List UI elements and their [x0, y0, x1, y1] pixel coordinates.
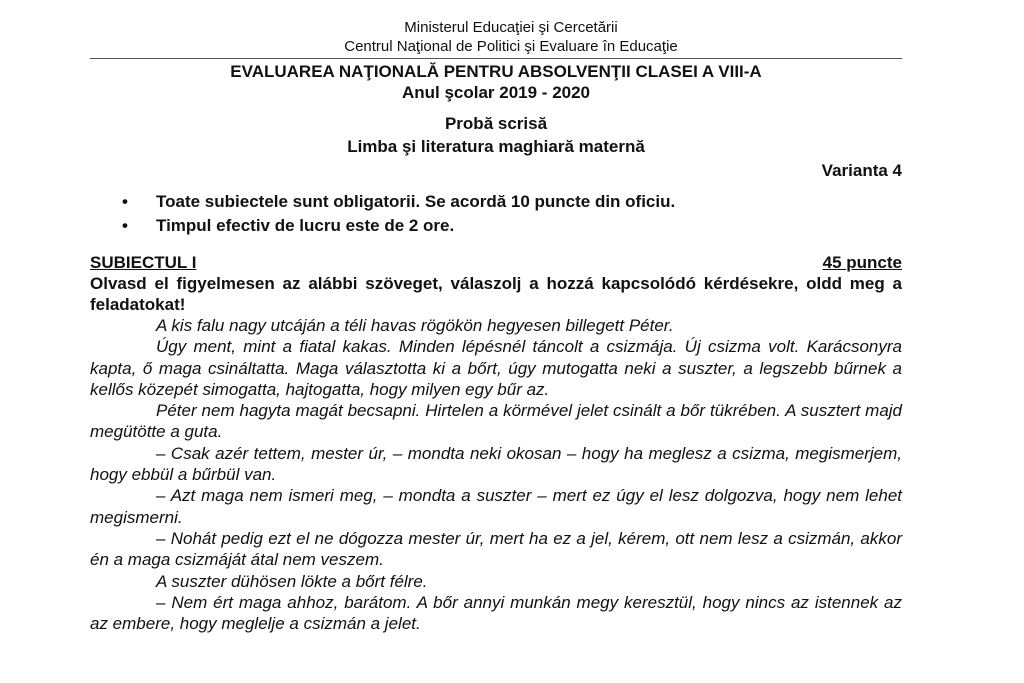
test-info [90, 112, 902, 158]
text-paragraph: – Nem ért maga ahhoz, barátom. A bőr annyi munkán megy keresztül, hogy nincs az istennek az az embere, hogy meglelje a csizmán a jelet. [90, 592, 902, 634]
text-paragraph: – Nohát pedig ezt el ne dógozza mester úr, mert ha ez a jel, kérem, ott nem lesz a csizmán, akkor én a maga csizmáját átal nem veszem. [90, 528, 902, 570]
subject-name: Limba şi literatura maghiară maternă [347, 137, 645, 156]
variant-label: Varianta 4 [821, 161, 902, 180]
section-instruction: Olvasd el figyelmesen az alábbi szöveget, válaszolj a hozzá kapcsolódó kérdésekre, oldd meg a feladatokat! [90, 274, 902, 314]
section-title: SUBIECTUL I [90, 253, 197, 272]
text-paragraph: Péter nem hagyta magát becsapni. Hirtelen a körmével jelet csinált a bőr tükrében. A susztert majd megütötte a guta. [90, 401, 902, 442]
exam-title: EVALUAREA NAŢIONALĂ PENTRU ABSOLVENŢII CLASEI A VIII-A [230, 62, 762, 81]
text-paragraph: A kis falu nagy utcáján a téli havas rögökön hegyesen billegett Péter. [156, 316, 674, 335]
rule-item [90, 190, 902, 214]
school-year: Anul şcolar 2019 - 2020 [401, 83, 591, 102]
test-type: Probă scrisă [444, 114, 548, 133]
ministry-name: Ministerul Educaţiei şi Cercetării [404, 19, 618, 36]
text-paragraph: – Azt maga nem ismeri meg, – mondta a suszter – mert ez úgy el lesz dolgozva, hogy nem lehet megismerni. [90, 486, 902, 527]
bullet-icon: • [122, 192, 128, 211]
text-paragraph: A suszter dühösen lökte a bőrt félre. [156, 571, 428, 591]
rule-text: Toate subiectele sunt obligatorii. Se acordă 10 puncte din oficiu. [156, 192, 676, 211]
center-name: Centrul Naţional de Politici şi Evaluare în Educaţie [344, 38, 678, 55]
section-header [90, 252, 902, 273]
rules-list [90, 190, 902, 238]
exam-page [90, 18, 902, 634]
text-paragraph: Úgy ment, mint a fiatal kakas. Minden lépésnél táncolt a csizmája. Új csizma volt. Karácsonyra kapta, ő maga csináltatta. Maga választotta ki a bőrt, úgy mutogatta neki a suszter, a legszebb bűrnek a kellős közepét simogatta, hajtogatta, hogy milyen egy bűr az. [90, 337, 902, 399]
text-paragraph: – Csak azér tettem, mester úr, – mondta neki okosan – hogy ha meglesz a csizma, megismerjem, hogy ebbül a bűrbül van. [90, 443, 902, 485]
rule-item [90, 214, 902, 238]
bullet-icon: • [122, 216, 128, 235]
rule-text: Timpul efectiv de lucru este de 2 ore. [156, 216, 455, 235]
ministry-header [120, 18, 902, 56]
reading-text [90, 315, 902, 634]
section-points: 45 puncte [822, 253, 902, 272]
header-divider [90, 58, 902, 59]
